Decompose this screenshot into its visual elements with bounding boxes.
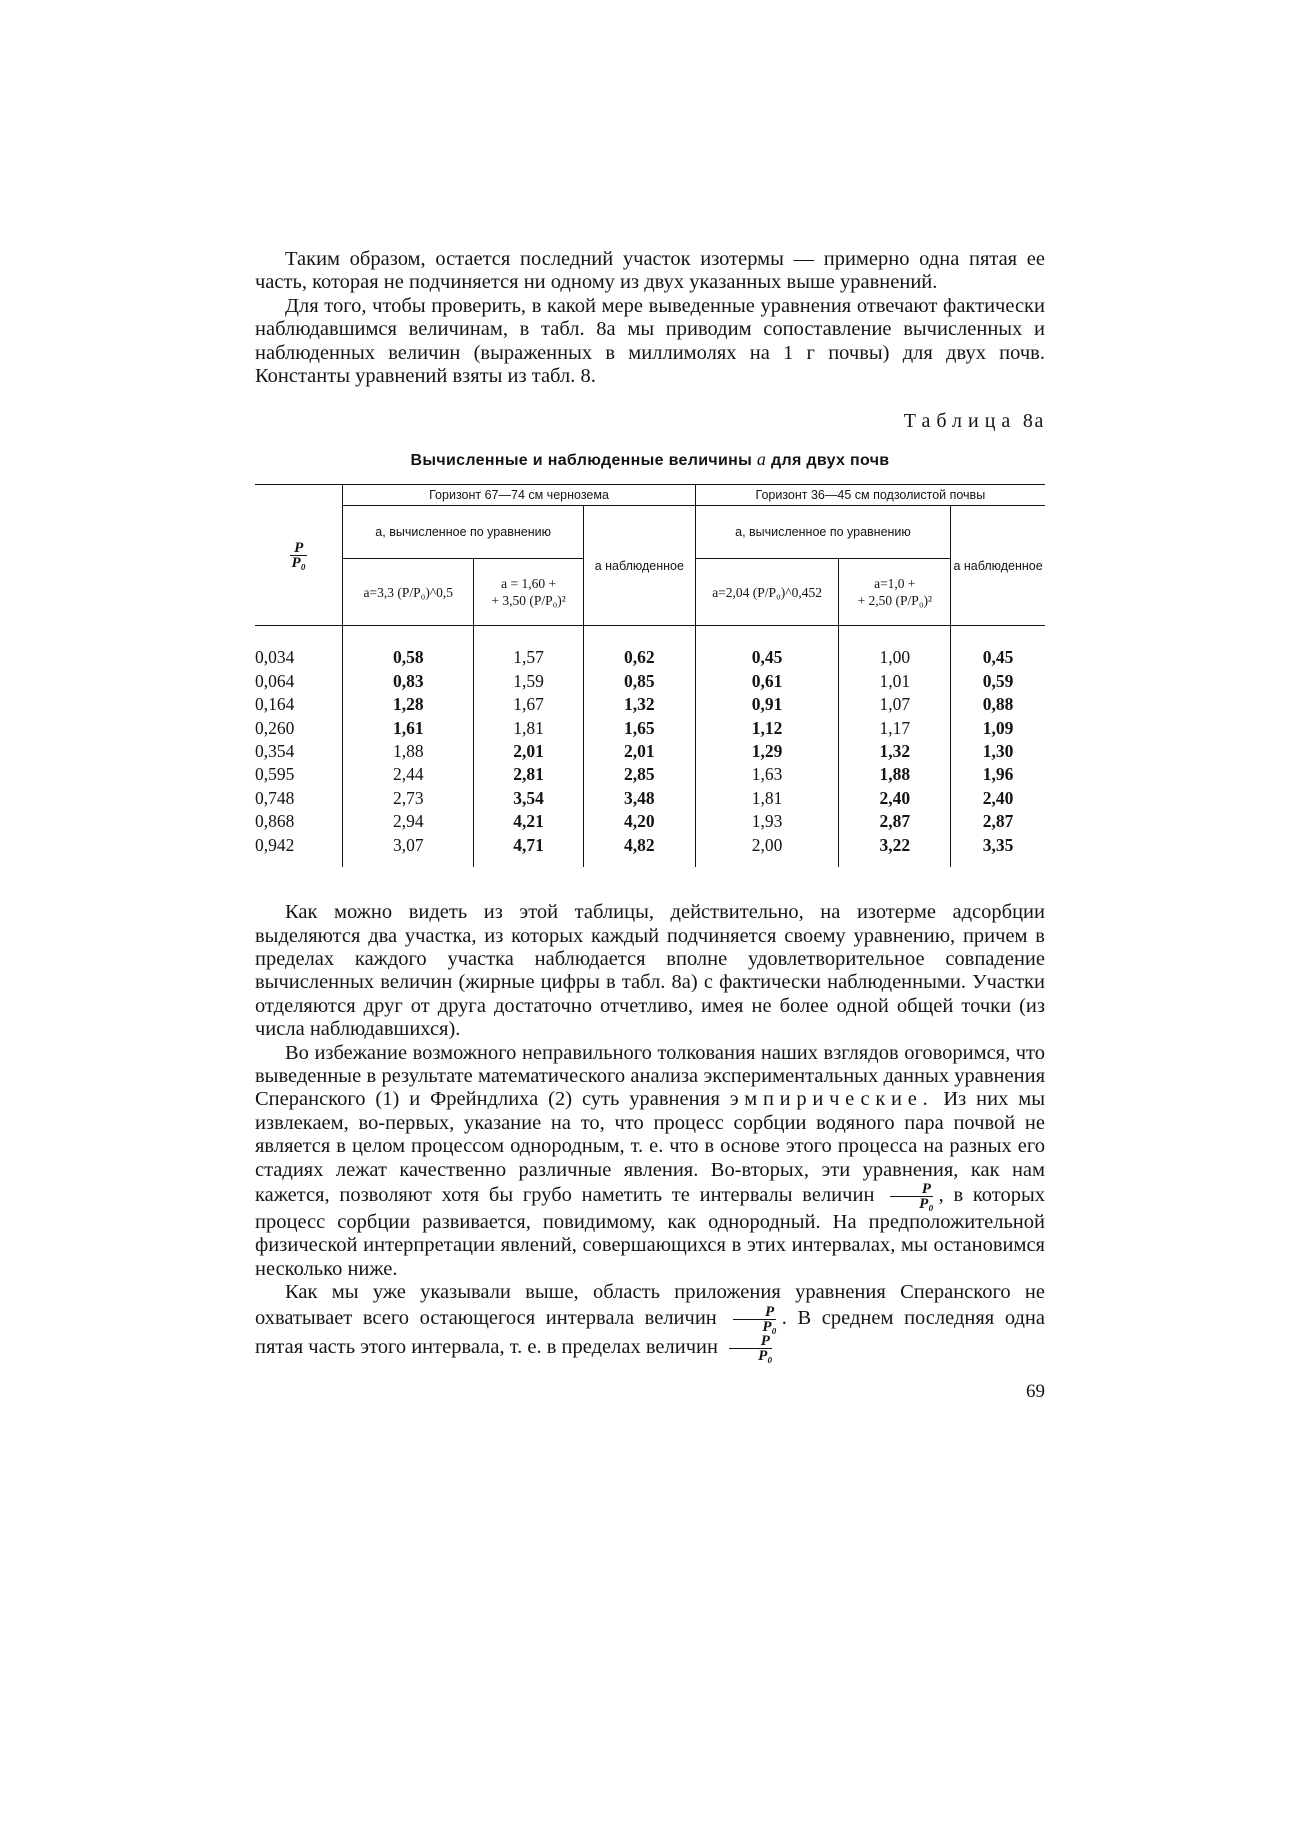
table-label-word: Таблица bbox=[903, 410, 1017, 433]
group-header-chernozem: Горизонт 67—74 см чернозема bbox=[343, 485, 695, 506]
formula-freundlich-1: a = 1,60 + + 3,50 (P/P₀)² bbox=[474, 559, 584, 626]
p-ratio-cell: 0,260 bbox=[255, 717, 295, 738]
value-cell: 1,61 bbox=[343, 717, 474, 740]
value-cell: 2,94 bbox=[343, 810, 474, 833]
table-row bbox=[255, 740, 1045, 763]
value-cell: 4,82 bbox=[583, 834, 695, 867]
formula-speransky-2: a=2,04 (P/P₀)^0,452 bbox=[695, 559, 839, 626]
p-ratio-cell: 0,354 bbox=[255, 741, 295, 762]
p-ratio-cell: 0,868 bbox=[255, 811, 295, 832]
paragraph-5: Как мы уже указывали выше, область приложения уравнения Сперанского не охватывает всего остающегося интервала величин $\frac{P}{\text{P₀}}$ . В среднем последняя одна пятая часть этого интервала, т. е. в пределах величин $\frac{P}{\text{P₀}}$ bbox=[255, 1281, 1045, 1364]
table-title: Вычисленные и наблюденные величины a для двух почв bbox=[410, 449, 890, 470]
emphasized-word: эмпирические. bbox=[729, 1088, 934, 1111]
table-label-number: 8а bbox=[1022, 410, 1045, 433]
page-content bbox=[255, 248, 1045, 1403]
value-cell: 1,81 bbox=[474, 717, 584, 740]
value-cell: 0,85 bbox=[583, 670, 695, 693]
value-cell: 1,93 bbox=[695, 810, 839, 833]
value-cell: 1,63 bbox=[695, 763, 839, 786]
value-cell: 1,01 bbox=[839, 670, 951, 693]
value-cell: 1,88 bbox=[839, 763, 951, 786]
value-cell: 0,45 bbox=[951, 626, 1045, 670]
value-cell: 1,65 bbox=[583, 717, 695, 740]
value-cell: 0,88 bbox=[951, 693, 1045, 716]
paragraph-1: Таким образом, остается последний участок изотермы — примерно одна пятая ее часть, которая не подчиняется ни одному из двух указанных выше уравнений. bbox=[255, 248, 1045, 294]
p-ratio-cell: 0,748 bbox=[255, 787, 295, 808]
table-row bbox=[255, 693, 1045, 716]
value-cell: 2,00 bbox=[695, 834, 839, 867]
value-cell: 3,07 bbox=[343, 834, 474, 867]
p-ratio-cell: 0,942 bbox=[255, 834, 295, 855]
value-cell: 0,61 bbox=[695, 670, 839, 693]
value-cell: 0,83 bbox=[343, 670, 474, 693]
p-ratio-header: $\frac{P}{\text{P₀}}$ bbox=[255, 485, 343, 626]
fraction-p-over-p0: $\frac{P}{\text{P₀}}$ bbox=[726, 1334, 774, 1363]
value-cell: 1,57 bbox=[474, 626, 584, 670]
observed-header-1: a наблюденное bbox=[583, 506, 695, 626]
value-cell: 1,32 bbox=[583, 693, 695, 716]
table-row bbox=[255, 763, 1045, 786]
table-row bbox=[255, 810, 1045, 833]
page-number: 69 bbox=[1026, 1380, 1045, 1402]
group-header-podzolic: Горизонт 36—45 см подзолистой почвы bbox=[695, 485, 1045, 506]
value-cell: 2,85 bbox=[583, 763, 695, 786]
value-cell: 1,59 bbox=[474, 670, 584, 693]
data-table bbox=[255, 484, 1045, 867]
table-row bbox=[255, 834, 1045, 867]
value-cell: 0,45 bbox=[695, 626, 839, 670]
value-cell: 1,96 bbox=[951, 763, 1045, 786]
value-cell: 0,58 bbox=[343, 626, 474, 670]
p-ratio-cell: 0,064 bbox=[255, 670, 295, 691]
table-row bbox=[255, 670, 1045, 693]
value-cell: 1,29 bbox=[695, 740, 839, 763]
value-cell: 2,40 bbox=[951, 787, 1045, 810]
value-cell: 1,88 bbox=[343, 740, 474, 763]
p-ratio-cell: 0,595 bbox=[255, 764, 295, 785]
formula-freundlich-2: a=1,0 + + 2,50 (P/P₀)² bbox=[839, 559, 951, 626]
value-cell: 1,12 bbox=[695, 717, 839, 740]
value-cell: 4,71 bbox=[474, 834, 584, 867]
p-ratio-cell: 0,164 bbox=[255, 694, 295, 715]
value-cell: 0,62 bbox=[583, 626, 695, 670]
fraction-p-over-p0: $\frac{P}{\text{P₀}}$ bbox=[887, 1182, 935, 1211]
value-cell: 2,87 bbox=[839, 810, 951, 833]
value-cell: 1,81 bbox=[695, 787, 839, 810]
value-cell: 1,09 bbox=[951, 717, 1045, 740]
paragraph-2: Для того, чтобы проверить, в какой мере выведенные уравнения отвечают фактически наблюдавшимся величинам, в табл. 8а мы приводим сопоставление вычисленных и наблюденных величин (выраженных в миллимолях на 1 г почвы) для двух почв. Константы уравнений взяты из табл. 8. bbox=[255, 294, 1045, 388]
after-table-text bbox=[255, 901, 1045, 1363]
value-cell: 3,48 bbox=[583, 787, 695, 810]
value-cell: 2,87 bbox=[951, 810, 1045, 833]
paragraph-3: Как можно видеть из этой таблицы, действительно, на изотерме адсорбции выделяются два участка, из которых каждый подчиняется своему уравнению, причем в пределах каждого участка наблюдается вполне удовлетворительное совпадение вычисленных величин (жирные цифры в табл. 8а) с фактически наблюденными. Участки отделяются друг от друга достаточно отчетливо, имея не более одной общей точки (из числа наблюдавшихся). bbox=[255, 901, 1045, 1041]
value-cell: 2,81 bbox=[474, 763, 584, 786]
paragraph-4: Во избежание возможного неправильного толкования наших взглядов оговоримся, что выведенные в результате математического анализа экспериментальных данных уравнения Сперанского (1) и Фрейндлиха (2) суть уравнения эмпирические. Из них мы извлекаем, во-первых, указание на то, что процесс сорбции водяного пара почвой не является в целом процессом однородным, т. е. что в основе этого процесса на разных его стадиях лежат качественно различные явления. Во-вторых, эти уравнения, как нам кажется, позволяют хотя бы грубо наметить те интервалы величин $\frac{P}{\text{P₀}}$ , в которых процесс сорбции развивается, повидимому, как однородный. На предположительной физической интерпретации явлений, совершающихся в этих интервалах, мы остановимся несколько ниже. bbox=[255, 1041, 1045, 1280]
value-cell: 4,21 bbox=[474, 810, 584, 833]
value-cell: 0,91 bbox=[695, 693, 839, 716]
calc-header-2: a, вычисленное по уравнению bbox=[695, 506, 951, 559]
table-label bbox=[255, 410, 1045, 433]
fraction-p-over-p0: $\frac{P}{\text{P₀}}$ bbox=[730, 1305, 778, 1334]
value-cell: 3,35 bbox=[951, 834, 1045, 867]
value-cell: 2,44 bbox=[343, 763, 474, 786]
value-cell: 1,07 bbox=[839, 693, 951, 716]
p-ratio-cell: 0,034 bbox=[255, 647, 295, 668]
calc-header-1: a, вычисленное по уравнению bbox=[343, 506, 584, 559]
value-cell: 1,30 bbox=[951, 740, 1045, 763]
value-cell: 1,32 bbox=[839, 740, 951, 763]
value-cell: 1,17 bbox=[839, 717, 951, 740]
table-body bbox=[255, 626, 1045, 867]
value-cell: 2,01 bbox=[583, 740, 695, 763]
value-cell: 1,28 bbox=[343, 693, 474, 716]
value-cell: 2,73 bbox=[343, 787, 474, 810]
value-cell: 3,54 bbox=[474, 787, 584, 810]
observed-header-2: a наблюденное bbox=[951, 506, 1045, 626]
value-cell: 4,20 bbox=[583, 810, 695, 833]
value-cell: 1,00 bbox=[839, 626, 951, 670]
value-cell: 2,01 bbox=[474, 740, 584, 763]
table-row bbox=[255, 717, 1045, 740]
value-cell: 3,22 bbox=[839, 834, 951, 867]
table-row bbox=[255, 787, 1045, 810]
value-cell: 0,59 bbox=[951, 670, 1045, 693]
table-row bbox=[255, 626, 1045, 670]
value-cell: 1,67 bbox=[474, 693, 584, 716]
formula-speransky-1: a=3,3 (P/P₀)^0,5 bbox=[343, 559, 474, 626]
value-cell: 2,40 bbox=[839, 787, 951, 810]
